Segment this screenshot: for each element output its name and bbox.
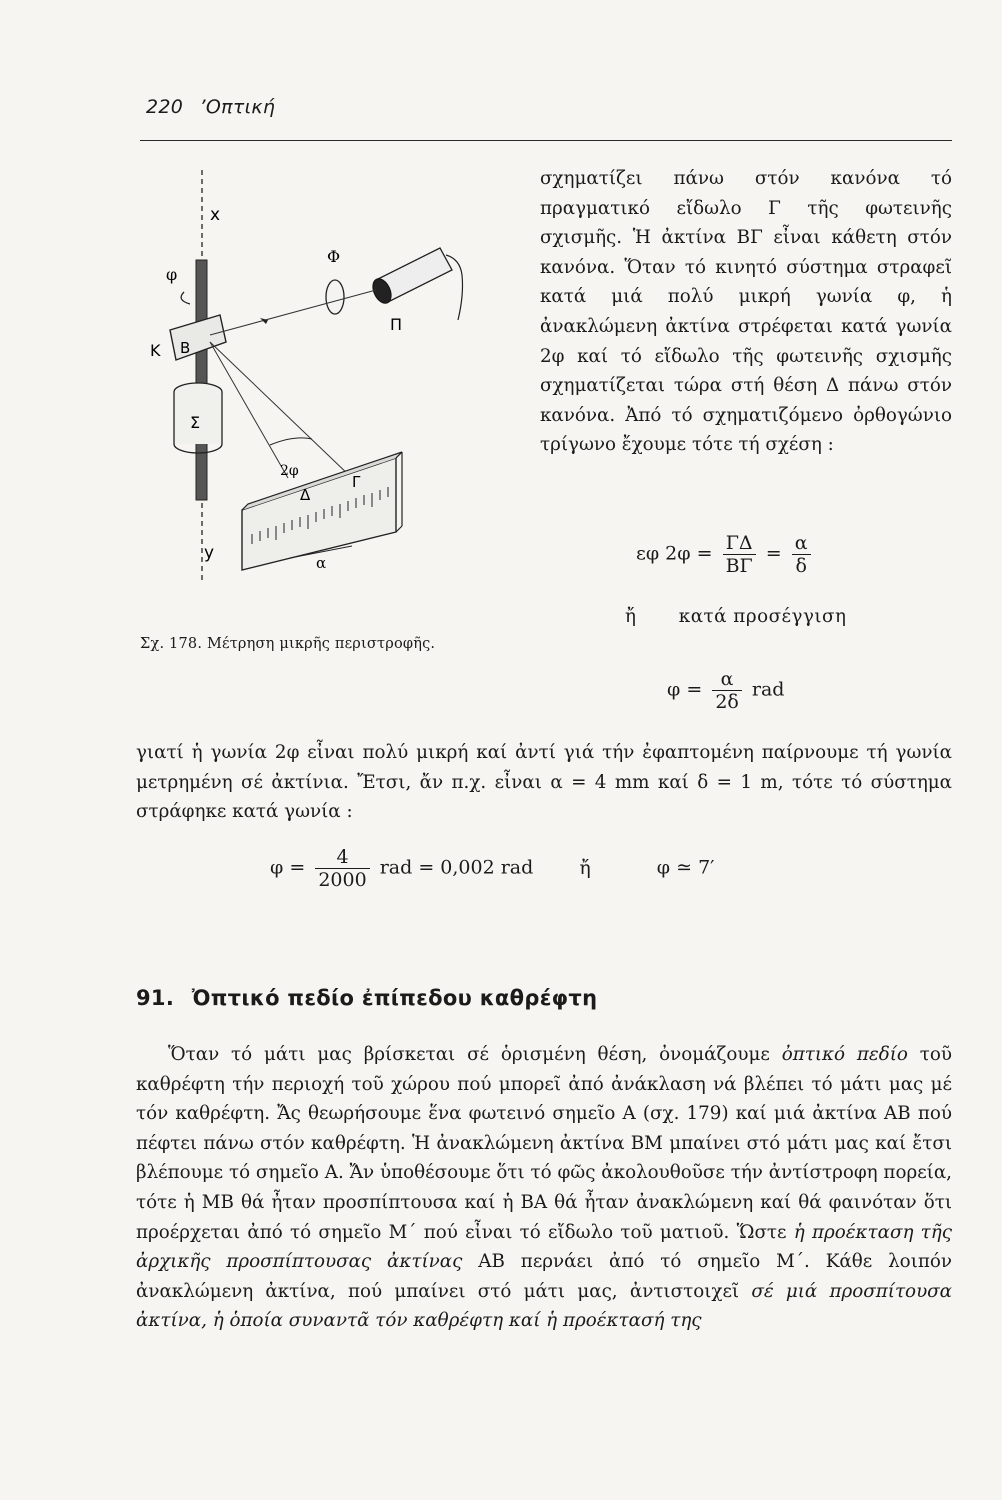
rotating-rod [196, 260, 207, 500]
emphasis-incident-extension: ἡ προέκταση τῆς ἀρχικῆς προσπίπτουσας ἀκτίνας [136, 1221, 952, 1273]
reflected-ray-gamma [210, 342, 352, 478]
right-column-text [540, 164, 952, 460]
paragraph-2-part-3: ΑΒ περνάει ἀπό τό σημεῖο Μ΄. Κάθε λοιπόν ἀνακλώμενη ἀκτίνα, πού μπαίνει στό μάτι μας, ἀντιστοιχεῖ [136, 1251, 952, 1302]
eq3-denominator: 2000 [315, 868, 369, 891]
eq2-lhs: φ = [667, 678, 703, 701]
paragraph-2-part-2: τοῦ καθρέφτη τήν περιοχή τοῦ χώρου πού μπορεῖ ἀπό ἀνάκλαση νά βλέπει τό μάτι μας μέ τόν καθρέφτη. Ἄς θεωρήσουμε ἕνα φωτεινό σημεῖο Α (σχ. 179) καί μιά ἀκτίνα ΑΒ πού πέφτει πάνω στόν καθρέφτη. Ἡ ἀνακλώμενη ἀκτίνα ΒΜ μπαίνει στό μάτι μας καί ἔτσι βλέπουμε τό σημεῖο Α. Ἄν ὑποθέσουμε ὅτι τό φῶς ἀκολουθοῦσε τήν ἀντίστροφη πορεία, τότε ἡ ΜΒ θά ἦταν προσπίπτουσα καί ἡ ΒΑ θά ἦταν ἀνακλώμενη καί θά φαινόταν ὅτι προέρχεται ἀπό τό σημεῖο Μ΄ πού εἶναι τό εἴδωλο τοῦ ματιοῦ. Ὥστε [136, 1044, 952, 1243]
paragraph-2-part-1: Ὅταν τό μάτι μας βρίσκεται σέ ὁρισμένη θέση, ὀνομάζουμε [168, 1044, 782, 1065]
label-Pi: Π [390, 315, 403, 334]
angle-arc [270, 438, 312, 445]
label-Delta: Δ [300, 486, 311, 504]
eq3-lhs: φ = [270, 856, 306, 879]
running-title: ’Οπτική [199, 96, 276, 118]
label-phi-top: φ [166, 265, 178, 284]
eq1-numerator-2: α [794, 532, 808, 554]
page-number: 220 [146, 96, 184, 118]
or-word: ἤ [625, 606, 637, 627]
label-B: Β [180, 339, 191, 357]
section-heading [136, 986, 597, 1010]
eq1-denominator-2: δ [792, 554, 811, 577]
approximately-text: κατά προσέγγιση [678, 606, 847, 627]
label-Sigma: Σ [190, 413, 201, 432]
equation-phi-approx [667, 668, 784, 713]
term-optical-field: ὀπτικό πεδίο [781, 1044, 908, 1065]
equation-tan-2phi [636, 532, 815, 577]
eq3-approx: φ ≃ 7′ [656, 856, 715, 879]
eq3-fraction [315, 846, 369, 891]
eq2-fraction [712, 668, 742, 713]
emphasis-incident-ray: σέ μιά προσπίτουσα ἀκτίνα, ἡ ὁποία συναντᾶ τόν καθρέφτη καί ἡ προέκτασή της [136, 1280, 953, 1332]
paragraph-2 [136, 1040, 952, 1336]
eq3-numerator: 4 [336, 846, 349, 868]
eq1-denominator-1: ΒΓ [723, 554, 756, 577]
rotation-arrow [181, 292, 190, 304]
section-number: 91. [136, 986, 175, 1010]
eq2-numerator: α [720, 668, 734, 690]
running-head [146, 96, 275, 118]
eq1-lhs: εφ 2φ = [636, 542, 713, 565]
label-Phi: Φ [327, 247, 341, 266]
eq3-rhs: rad = 0,002 rad [379, 856, 534, 879]
eq1-numerator-1: ΓΔ [725, 532, 753, 554]
label-K: Κ [150, 341, 161, 360]
eq2-denominator: 2δ [712, 690, 742, 713]
equation-phi-value [270, 846, 715, 891]
section-title: Ὀπτικό πεδίο ἐπίπεδου καθρέφτη [191, 986, 598, 1010]
axis-label-x: x [210, 205, 221, 225]
or-approximately-line [625, 606, 846, 627]
axis-label-y: y [204, 543, 215, 563]
eq1-equals: = [765, 542, 782, 565]
eq3-or: ἤ [579, 856, 591, 879]
figure-caption: Σχ. 178. Μέτρηση μικρῆς περιστροφῆς. [140, 636, 436, 652]
right-column-paragraph: σχηματίζει πάνω στόν κανόνα τό πραγματικό εἴδωλο Γ τῆς φωτεινῆς σχισμῆς. Ἡ ἀκτίνα ΒΓ εἶναι κάθετη στόν κανόνα. Ὅταν τό κινητό σύστημα στραφεῖ κατά μιά πολύ μικρή γωνία φ, ἡ ἀνακλώμενη ἀκτίνα στρέφεται κατά γωνία 2φ καί τό εἴδωλο τῆς φωτεινῆς σχισμῆς σχηματίζεται τώρα στή θέση Δ πάνω στόν κανόνα. Ἀπό τό σχηματιζόμενο ὀρθογώνιο τρίγωνο ἔχουμε τότε τή σχέση : [540, 168, 952, 456]
incident-ray [210, 290, 376, 335]
eq1-fraction-1 [723, 532, 756, 577]
label-two-phi: 2φ [280, 463, 299, 479]
figure-178 [140, 160, 540, 630]
label-alpha: α [316, 554, 327, 572]
paragraph-1: γιατί ἡ γωνία 2φ εἶναι πολύ μικρή καί ἀντί γιά τήν ἐφαπτομένη παίρνουμε τή γωνία μετρημένη σέ ἀκτίνια. Ἔτσι, ἄν π.χ. εἶναι α = 4 mm καί δ = 1 m, τότε τό σύστημα στράφηκε κατά γωνία : [136, 742, 952, 823]
header-rule [140, 140, 952, 141]
label-Gamma: Γ [352, 473, 361, 491]
eq2-unit: rad [751, 678, 785, 701]
rotation-measurement-diagram [140, 160, 540, 630]
lens-phi [326, 280, 344, 314]
eq1-fraction-2 [792, 532, 811, 577]
